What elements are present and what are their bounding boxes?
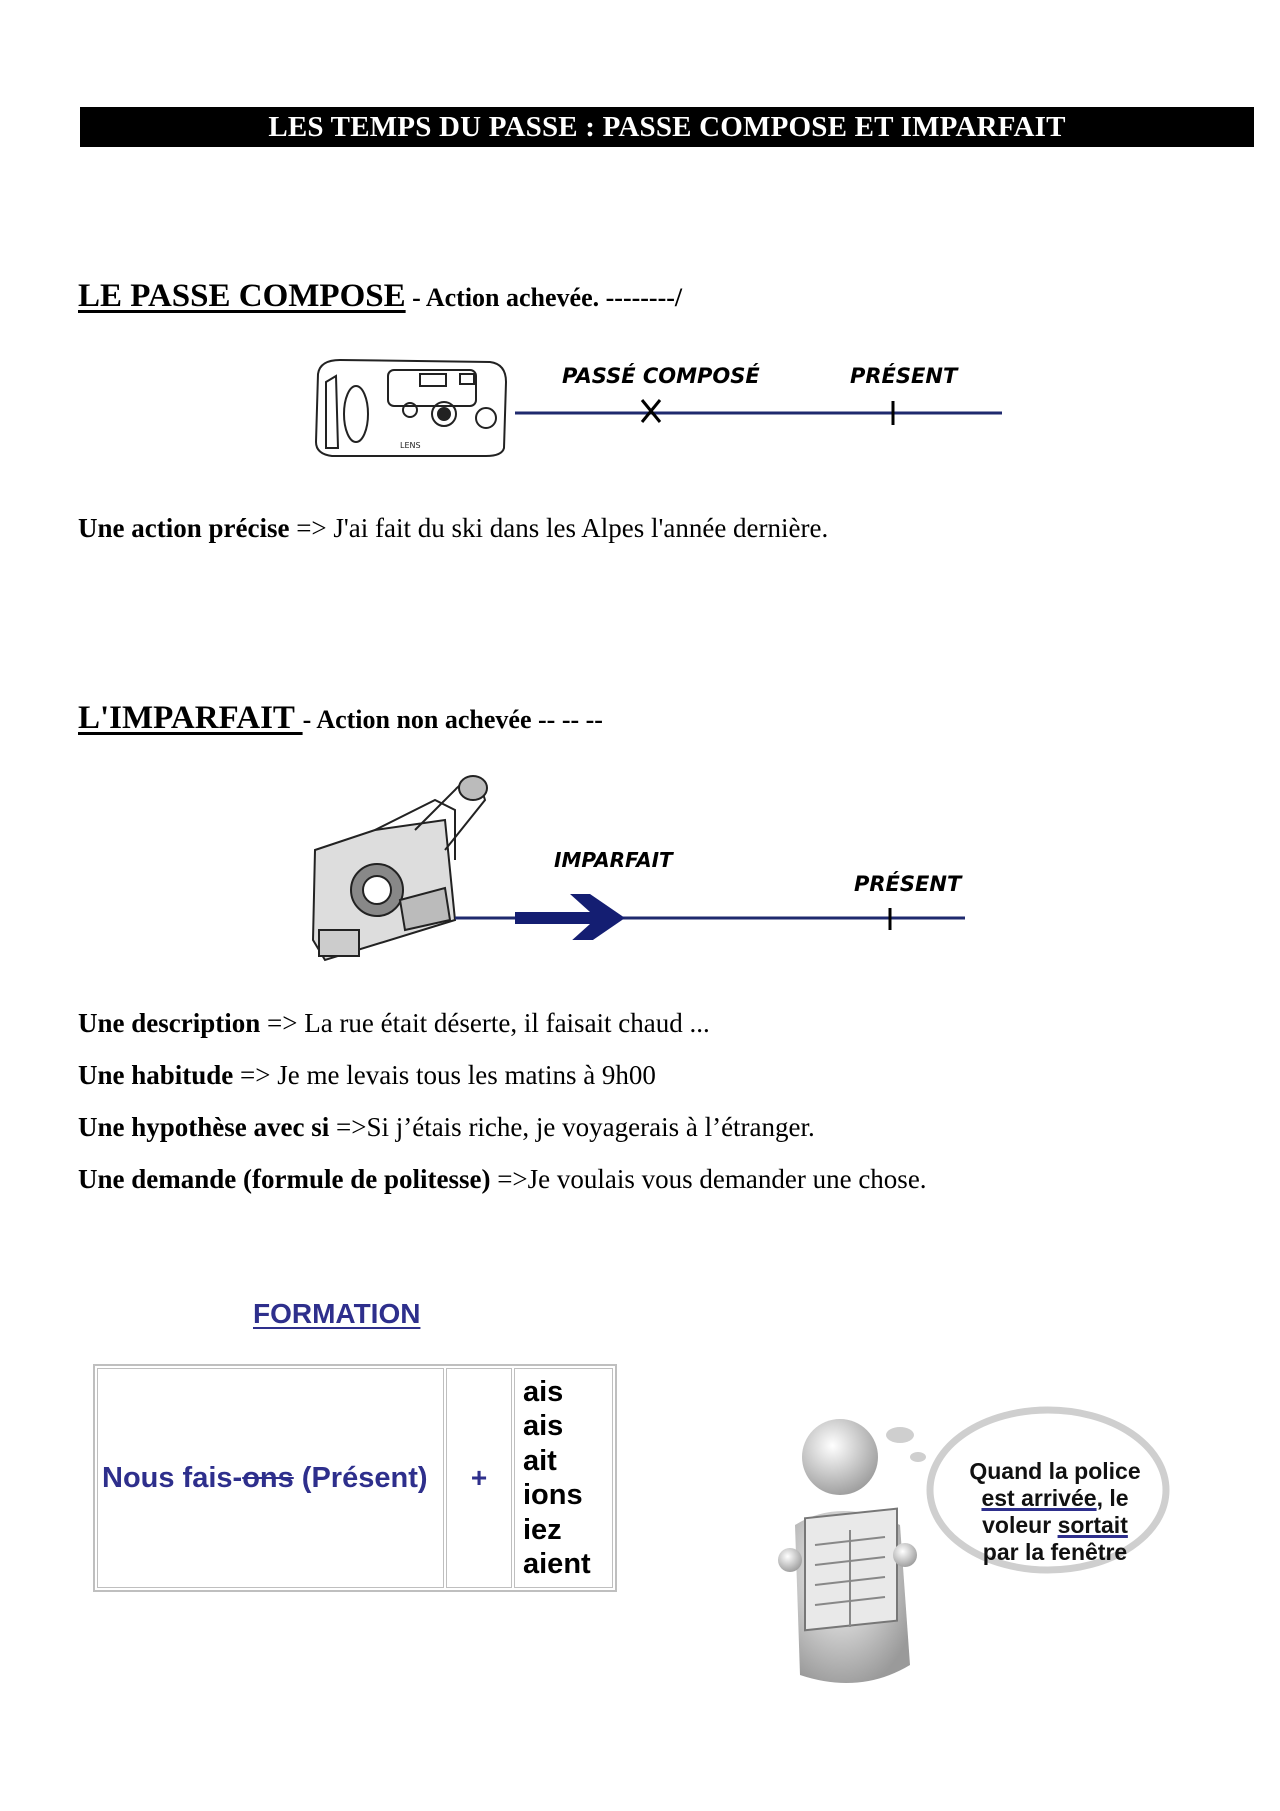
bubble-text: , le — [1096, 1485, 1129, 1511]
use-description — [78, 1008, 710, 1039]
stem-suffix: (Présent) — [293, 1461, 428, 1494]
camera-brand-text: LENS — [400, 441, 421, 450]
stem-cell — [97, 1368, 444, 1588]
use-label: Une demande (formule de politesse) — [78, 1164, 491, 1194]
use-habitude — [78, 1060, 656, 1091]
use-text: =>Si j’étais riche, je voyagerais à l’étranger. — [329, 1112, 815, 1142]
timeline-label-passe-compose: PASSÉ COMPOSÉ — [562, 364, 760, 388]
figure-icon — [778, 1419, 917, 1683]
bubble-text: voleur — [982, 1512, 1058, 1538]
endings-cell — [514, 1368, 613, 1588]
passe-compose-heading — [78, 278, 682, 315]
use-hypothese — [78, 1112, 815, 1143]
duration-arrow-icon — [515, 894, 625, 940]
bubble-underlined-text: sortait — [1057, 1512, 1128, 1538]
formation-table — [93, 1364, 617, 1592]
ending: ais — [523, 1410, 564, 1442]
imparfait-title: L'IMPARFAIT — [78, 700, 303, 736]
use-text: => Je me levais tous les matins à 9h00 — [233, 1060, 656, 1090]
timeline-label-present: PRÉSENT — [854, 872, 962, 896]
table-row — [97, 1368, 613, 1588]
page-title: LES TEMPS DU PASSE : PASSE COMPOSE ET IMPARFAIT — [80, 107, 1254, 147]
photo-camera-icon — [310, 352, 510, 460]
ending: aient — [523, 1548, 591, 1580]
plus-cell: + — [446, 1368, 512, 1588]
stem-prefix: Nous fais- — [102, 1461, 243, 1494]
passe-compose-subtitle: - Action achevée. --------/ — [405, 283, 683, 312]
example-text: => J'ai fait du ski dans les Alpes l'année dernière. — [289, 513, 829, 543]
use-label: Une habitude — [78, 1060, 234, 1090]
example-label: Une action précise — [78, 513, 290, 543]
bubble-line: par la fenêtre — [982, 1539, 1128, 1565]
timeline-label-imparfait: IMPARFAIT — [554, 848, 673, 872]
passe-compose-title: LE PASSE COMPOSE — [78, 278, 406, 314]
use-label: Une description — [78, 1008, 261, 1038]
ending: ait — [523, 1444, 557, 1477]
use-label: Une hypothèse avec si — [78, 1112, 330, 1142]
ending: ais — [523, 1375, 564, 1408]
ending: iez — [523, 1513, 562, 1546]
timeline-label-present: PRÉSENT — [850, 364, 958, 388]
imparfait-subtitle: - Action non achevée -- -- -- — [302, 705, 603, 734]
event-cross-marker — [642, 400, 660, 422]
bubble-line: Quand la police — [969, 1458, 1141, 1484]
imparfait-heading — [78, 700, 603, 737]
bubble-line — [940, 1485, 1170, 1512]
bubble-underlined-text: est arrivée — [981, 1485, 1097, 1511]
use-demande — [78, 1164, 927, 1195]
bubble-line — [940, 1512, 1170, 1539]
use-text: =>Je voulais vous demander une chose. — [490, 1164, 927, 1194]
example-action-precise — [78, 513, 828, 544]
stem-struck-ending: ons — [242, 1461, 294, 1494]
formation-heading: FORMATION — [253, 1298, 421, 1329]
ending: ions — [523, 1479, 583, 1511]
speech-bubble-text — [940, 1458, 1170, 1566]
use-text: => La rue était déserte, il faisait chaud ... — [260, 1008, 710, 1038]
